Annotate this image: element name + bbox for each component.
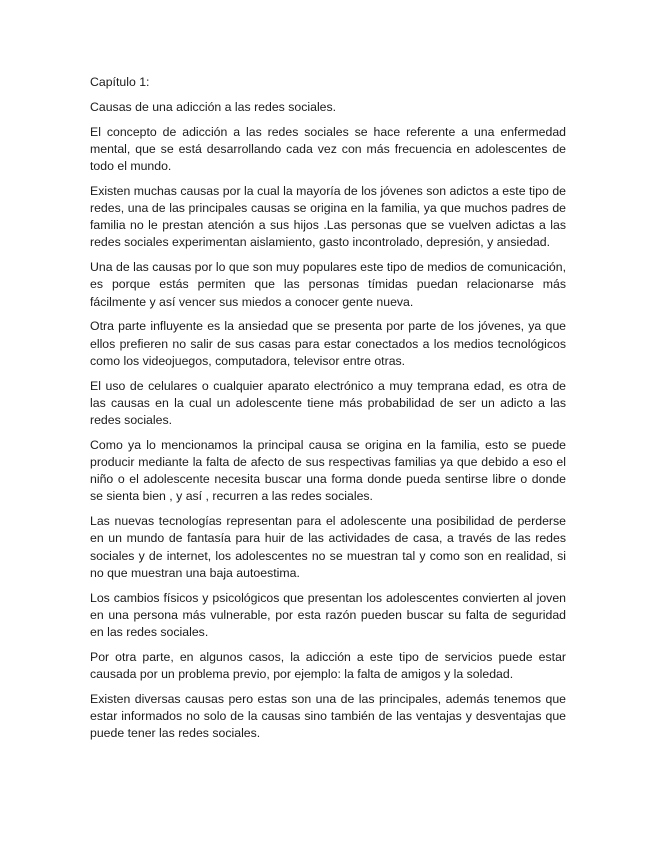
- document-body: [90, 74, 566, 750]
- paragraph: Una de las causas por lo que son muy populares este tipo de medios de comunicación, es porque estás permiten que las personas tímidas puedan relacionarse más fácilmente y así vencer sus miedos a conocer gente nueva.: [90, 260, 566, 309]
- paragraph: Por otra parte, en algunos casos, la adicción a este tipo de servicios puede estar causada por un problema previo, por ejemplo: la falta de amigos y la soledad.: [90, 649, 566, 682]
- paragraph: Las nuevas tecnologías representan para el adolescente una posibilidad de perderse en un mundo de fantasía para huir de las actividades de casa, a través de las redes sociales y de internet, los adolescentes no se muestran tal y como son en realidad, si no que muestran una baja autoestima.: [90, 514, 566, 580]
- paragraph: Existen diversas causas pero estas son una de las principales, además tenemos que estar informados no solo de la causas sino también de las ventajas y desventajas que puede tener las redes sociales.: [90, 691, 566, 741]
- paragraph: Como ya lo mencionamos la principal causa se origina en la familia, esto se puede producir mediante la falta de afecto de sus respectivas familias ya que debido a eso el niño o el adolescente necesita buscar una forma donde pueda sentirse libre o donde se sienta bien , y así , recurren a las redes sociales.: [90, 437, 566, 504]
- paragraph: El uso de celulares o cualquier aparato electrónico a muy temprana edad, es otra de las causas en la cual un adolescente tiene más probabilidad de ser un adicto a las redes sociales.: [90, 378, 566, 428]
- chapter-heading: Capítulo 1:: [90, 75, 150, 89]
- paragraph: Otra parte influyente es la ansiedad que se presenta por parte de los jóvenes, ya que ellos prefieren no salir de sus casas para estar conectados a los medios tecnológicos como los videojuegos, computadora, televisor entre otras.: [90, 319, 566, 368]
- paragraph: Los cambios físicos y psicológicos que presentan los adolescentes convierten al joven en una persona más vulnerable, por esta razón pueden buscar su falta de seguridad en las redes sociales.: [90, 590, 566, 640]
- paragraph: Existen muchas causas por la cual la mayoría de los jóvenes son adictos a este tipo de redes, una de las principales causas se origina en la familia, ya que muchos padres de familia no le prestan atención a sus hijos .Las personas que se vuelven adictas a las redes sociales experimentan aislamiento, gasto incontrolado, depresión, y ansiedad.: [90, 183, 566, 250]
- paragraph: El concepto de adicción a las redes sociales se hace referente a una enfermedad mental, que se está desarrollando cada vez con más frecuencia en adolescentes de todo el mundo.: [90, 124, 566, 173]
- chapter-title: Causas de una adicción a las redes sociales.: [90, 99, 337, 114]
